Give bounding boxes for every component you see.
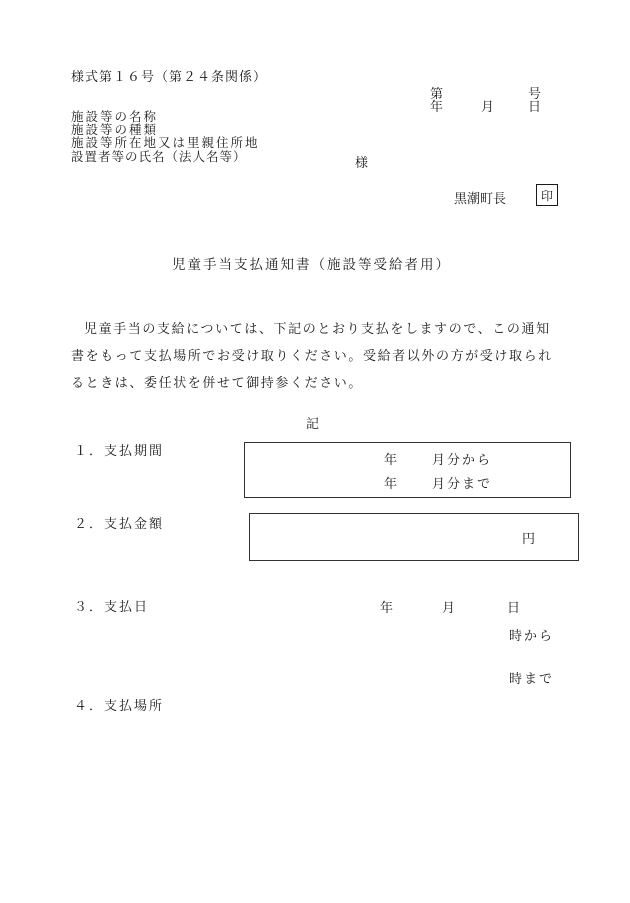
payment-month: 月 <box>442 601 456 616</box>
payment-year: 年 <box>380 601 394 616</box>
amount-unit: 円 <box>522 532 536 547</box>
payment-amount-label: ２．支払金額 <box>74 517 165 532</box>
ki-heading: 記 <box>306 417 320 432</box>
payment-period-box <box>244 442 571 498</box>
period-from-month: 月分から <box>432 453 493 468</box>
honorific: 様 <box>355 156 369 171</box>
payment-day: 日 <box>507 601 521 616</box>
seal-stamp: 印 <box>536 184 558 206</box>
period-from-year: 年 <box>384 453 398 468</box>
issue-day-label: 日 <box>528 100 542 115</box>
facility-name-label: 施設等の名称 <box>71 109 159 124</box>
period-to-year: 年 <box>384 477 398 492</box>
issue-year-label: 年 <box>430 100 444 115</box>
document-number-suffix: 号 <box>528 87 542 102</box>
period-to-month: 月分まで <box>432 477 493 492</box>
operator-name-label: 設置者等の氏名（法人名等） <box>71 149 247 164</box>
notice-body: 児童手当の支給については、下記のとおり支払をしますので、この通知書をもって支払場所でお受け取りください。受給者以外の方が受け取られるときは、委任状を併せて御持参ください。 <box>71 322 553 391</box>
payment-period-label: １．支払期間 <box>74 444 165 459</box>
issue-month-label: 月 <box>481 100 495 115</box>
time-from: 時から <box>509 629 555 644</box>
issuer-title: 黒潮町長 <box>454 192 507 207</box>
facility-address-label: 施設等所在地又は里親住所地 <box>71 135 260 150</box>
payment-date-label: ３．支払日 <box>74 600 150 615</box>
document-title: 児童手当支払通知書（施設等受給者用） <box>172 257 451 273</box>
document-number-prefix: 第 <box>430 87 444 102</box>
form-number: 様式第１６号（第２４条関係） <box>71 70 268 85</box>
time-until: 時まで <box>509 672 555 687</box>
payment-place-label: ４．支払場所 <box>74 699 165 714</box>
facility-type-label: 施設等の種類 <box>71 122 159 137</box>
